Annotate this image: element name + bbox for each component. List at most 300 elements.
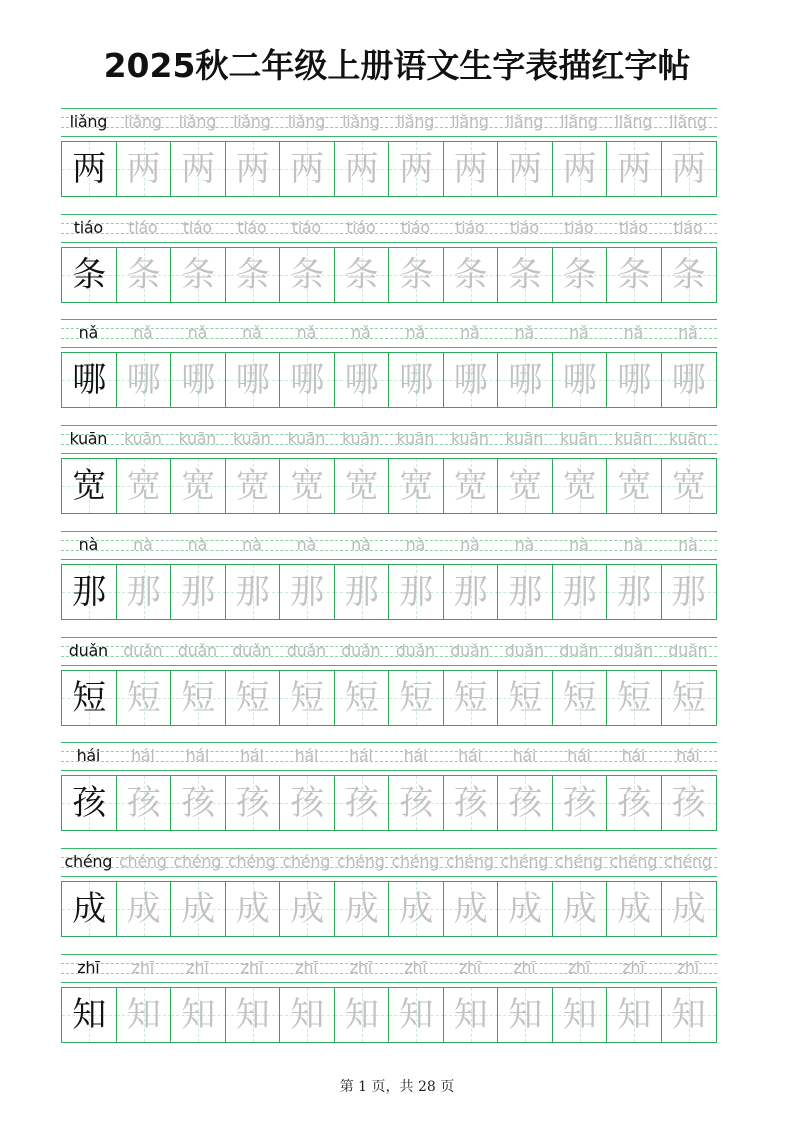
pinyin-trace: tiáo [128,217,158,237]
practice-cell[interactable] [62,671,117,725]
trace-character: 知 [181,994,216,1035]
practice-cell[interactable] [280,459,335,513]
trace-character: 哪 [126,360,161,401]
trace-character: 宽 [126,466,161,507]
practice-cell[interactable] [607,882,662,936]
trace-character: 短 [671,677,706,718]
tianzige-grid [61,352,717,408]
trace-character: 那 [508,571,543,612]
pinyin-trace: chéng [664,851,712,871]
tianzige-grid [61,564,717,620]
practice-cell[interactable] [553,248,608,302]
practice-cell[interactable] [280,248,335,302]
pinyin-trace: tiáo [237,217,267,237]
pinyin-trace: zhī [295,957,318,977]
pinyin-trace: hái [294,746,319,766]
pinyin-trace: tiáo [400,217,430,237]
practice-cell[interactable] [662,459,717,513]
trace-character: 哪 [453,360,488,401]
practice-cell[interactable] [62,988,117,1042]
practice-cell[interactable] [389,776,444,830]
trace-character: 短 [344,677,379,718]
pinyin-guide-line [61,848,717,849]
trace-character: 那 [671,571,706,612]
pinyin-trace: liǎng [505,112,544,131]
pinyin-trace: chéng [228,851,276,871]
practice-cell[interactable] [117,988,172,1042]
pinyin-trace: kuān [668,429,707,449]
model-character: 两 [72,149,107,189]
trace-character: 宽 [453,466,488,507]
practice-cell[interactable] [280,353,335,407]
trace-character: 那 [126,571,161,612]
pinyin-trace: liǎng [233,112,271,131]
trace-character: 孩 [181,783,216,824]
trace-character: 成 [399,888,434,929]
pinyin-trace: kuān [178,429,217,449]
pinyin-trace: hái [349,746,373,766]
practice-cell[interactable] [335,248,390,302]
practice-cell[interactable] [171,459,226,513]
pinyin-trace: nà [133,534,153,554]
practice-cell[interactable] [226,882,281,936]
trace-character: 孩 [235,783,270,824]
pinyin-model: hái [76,746,101,766]
pinyin-trace: nǎ [623,323,643,343]
pinyin-guide-line [61,665,717,666]
practice-cell[interactable] [553,142,608,196]
practice-cell[interactable] [607,459,662,513]
trace-character: 宽 [508,466,543,507]
practice-cell[interactable] [62,142,117,196]
trace-character: 成 [453,888,488,929]
trace-character: 短 [126,677,161,718]
trace-character: 知 [290,994,325,1035]
trace-character: 知 [235,994,270,1035]
model-character: 宽 [72,466,107,507]
trace-character: 成 [671,888,706,929]
practice-cell[interactable] [444,882,499,936]
pinyin-model: duǎn [68,640,108,660]
pinyin-trace: nǎ [460,323,480,343]
pinyin-band [61,425,717,453]
practice-cell[interactable] [389,671,444,725]
pinyin-trace: kuān [396,429,435,449]
practice-cell[interactable] [607,988,662,1042]
practice-cell[interactable] [62,459,117,513]
trace-character: 知 [671,994,706,1035]
practice-cell[interactable] [662,988,717,1042]
pinyin-trace: nà [514,534,534,554]
pinyin-trace: liǎng [669,112,707,131]
pinyin-trace: duǎn [286,640,326,660]
practice-cell[interactable] [226,776,281,830]
pinyin-trace: duǎn [450,640,490,660]
tianzige-grid [61,458,717,514]
trace-character: 哪 [181,360,216,401]
practice-cell[interactable] [553,565,608,619]
practice-cell[interactable] [335,353,390,407]
practice-cell[interactable] [117,353,172,407]
trace-character: 宽 [562,466,597,507]
pinyin-band [61,637,717,665]
pinyin-trace: liǎng [124,112,162,131]
practice-cell[interactable] [171,142,226,196]
practice-cell[interactable] [226,565,281,619]
practice-cell[interactable] [498,565,553,619]
trace-character: 那 [344,571,379,612]
pinyin-trace: duǎn [559,640,599,660]
model-character: 条 [72,254,107,295]
trace-character: 条 [671,254,706,295]
practice-cell[interactable] [280,882,335,936]
practice-cell[interactable] [444,671,499,725]
trace-character: 两 [508,149,543,189]
pinyin-trace: nǎ [133,323,153,343]
practice-cell[interactable] [498,248,553,302]
trace-character: 那 [617,571,652,612]
pinyin-trace: nǎ [405,323,425,343]
pinyin-trace: kuān [123,429,162,449]
pinyin-trace: hái [458,746,482,766]
practice-cell[interactable] [171,248,226,302]
pinyin-trace: zhī [186,957,209,977]
pinyin-trace: duǎn [341,640,381,660]
practice-cell[interactable] [553,459,608,513]
trace-character: 那 [453,571,488,612]
pinyin-model: liǎng [69,112,108,131]
trace-character: 条 [453,254,488,295]
pinyin-model: nǎ [78,323,98,343]
trace-character: 宽 [399,466,434,507]
trace-character: 孩 [562,783,597,824]
trace-character: 孩 [671,783,706,824]
pinyin-trace: nǎ [569,323,589,343]
model-character: 哪 [72,360,107,401]
practice-row [61,108,717,214]
trace-character: 条 [235,254,270,295]
trace-character: 短 [399,677,434,718]
practice-cell[interactable] [226,671,281,725]
pinyin-trace: chéng [337,851,385,871]
trace-character: 成 [235,888,270,929]
practice-cell[interactable] [117,776,172,830]
practice-cell[interactable] [280,671,335,725]
tianzige-grid [61,141,717,197]
practice-row [61,319,717,425]
practice-cell[interactable] [117,459,172,513]
pinyin-guide-line [61,637,717,638]
trace-character: 孩 [290,783,325,824]
practice-cell[interactable] [444,988,499,1042]
trace-character: 那 [562,571,597,612]
practice-cell[interactable] [607,353,662,407]
trace-character: 条 [290,254,325,295]
trace-character: 成 [181,888,216,929]
pinyin-trace: chéng [555,851,603,871]
trace-character: 宽 [235,466,270,507]
trace-character: 那 [399,571,434,612]
trace-character: 条 [508,254,543,295]
practice-cell[interactable] [171,353,226,407]
model-character: 短 [72,677,107,718]
pinyin-trace: zhī [240,957,263,977]
pinyin-trace: hái [185,746,210,766]
tianzige-grid [61,775,717,831]
pinyin-guide-line [61,559,717,560]
pinyin-trace: kuān [505,429,544,449]
pinyin-trace: liǎng [451,112,489,131]
trace-character: 孩 [344,783,379,824]
trace-character: 宽 [181,466,216,507]
pinyin-trace: kuān [341,429,380,449]
pinyin-trace: chéng [282,851,331,871]
pinyin-trace: liǎng [287,112,326,131]
practice-cell[interactable] [335,671,390,725]
pinyin-trace: kuān [614,429,653,449]
pinyin-trace: nà [569,534,589,554]
trace-character: 孩 [508,783,543,824]
practice-cell[interactable] [444,248,499,302]
practice-cell[interactable] [171,776,226,830]
tianzige-grid [61,670,717,726]
pinyin-trace: nà [187,534,207,554]
pinyin-model: tiáo [73,217,103,237]
trace-character: 哪 [617,360,652,401]
practice-cell[interactable] [498,353,553,407]
practice-cell[interactable] [389,882,444,936]
practice-cell[interactable] [553,776,608,830]
practice-cell[interactable] [62,776,117,830]
trace-character: 两 [181,149,216,189]
practice-cell[interactable] [171,671,226,725]
pinyin-trace: kuān [287,429,326,449]
trace-character: 知 [453,994,488,1035]
practice-cell[interactable] [553,988,608,1042]
pinyin-trace: duǎn [232,640,272,660]
practice-cell[interactable] [117,142,172,196]
pinyin-guide-line [61,453,717,454]
trace-character: 成 [617,888,652,929]
practice-cell[interactable] [553,353,608,407]
pinyin-trace: duǎn [177,640,217,660]
trace-character: 两 [617,149,652,189]
practice-cell[interactable] [662,142,717,196]
pinyin-guide-line [61,319,717,320]
pinyin-trace: zhī [131,957,154,977]
pinyin-trace: nǎ [296,323,316,343]
practice-cell[interactable] [553,671,608,725]
pinyin-band [61,742,717,770]
pinyin-model: kuān [69,429,108,449]
trace-character: 成 [344,888,379,929]
pinyin-band [61,954,717,982]
practice-cell[interactable] [444,353,499,407]
practice-cell[interactable] [226,142,281,196]
practice-cell[interactable] [444,565,499,619]
model-character: 孩 [72,783,107,824]
practice-cell[interactable] [280,565,335,619]
pinyin-model: zhī [77,957,100,977]
trace-character: 两 [126,149,161,189]
pinyin-trace: chéng [446,851,494,871]
trace-character: 两 [562,149,597,189]
pinyin-model: chéng [64,851,113,871]
pinyin-guide-line [61,347,717,348]
practice-cell[interactable] [444,776,499,830]
tianzige-grid [61,881,717,937]
trace-character: 宽 [344,466,379,507]
trace-character: 短 [562,677,597,718]
pinyin-trace: tiáo [455,217,485,237]
trace-character: 哪 [671,360,706,401]
pinyin-trace: hái [512,746,537,766]
practice-cell[interactable] [62,882,117,936]
practice-cell[interactable] [498,671,553,725]
trace-character: 短 [290,677,325,718]
practice-cell[interactable] [389,459,444,513]
trace-character: 那 [181,571,216,612]
practice-row [61,954,717,1060]
practice-row [61,742,717,848]
practice-cell[interactable] [389,142,444,196]
practice-cell[interactable] [62,248,117,302]
practice-cell[interactable] [335,988,390,1042]
practice-cell[interactable] [498,776,553,830]
trace-character: 短 [235,677,270,718]
practice-cell[interactable] [226,248,281,302]
tianzige-grid [61,247,717,303]
practice-cell[interactable] [226,353,281,407]
practice-row [61,637,717,743]
trace-character: 哪 [344,360,379,401]
trace-character: 宽 [290,466,325,507]
practice-cell[interactable] [607,776,662,830]
pinyin-band [61,531,717,559]
trace-character: 条 [181,254,216,295]
practice-cell[interactable] [553,882,608,936]
practice-cell[interactable] [226,988,281,1042]
pinyin-trace: nǎ [187,323,207,343]
practice-cell[interactable] [335,459,390,513]
practice-cell[interactable] [498,882,553,936]
pinyin-band [61,848,717,876]
practice-cell[interactable] [280,988,335,1042]
practice-cell[interactable] [444,142,499,196]
practice-cell[interactable] [335,565,390,619]
practice-cell[interactable] [62,565,117,619]
practice-cell[interactable] [62,353,117,407]
pinyin-trace: duǎn [613,640,653,660]
practice-cell[interactable] [171,988,226,1042]
practice-cell[interactable] [117,671,172,725]
practice-cell[interactable] [389,565,444,619]
page-title: 2025秋二年级上册语文生字表描红字帖 [103,46,691,85]
trace-character: 知 [126,994,161,1035]
pinyin-guide-line [61,136,717,137]
pinyin-trace: hái [240,746,264,766]
trace-character: 短 [508,677,543,718]
trace-character: 哪 [508,360,543,401]
practice-cell[interactable] [335,142,390,196]
pinyin-trace: hái [621,746,646,766]
pinyin-trace: liǎng [614,112,653,131]
pinyin-trace: nà [351,534,371,554]
pinyin-trace: chéng [173,851,222,871]
pinyin-trace: nà [242,534,262,554]
practice-cell[interactable] [607,142,662,196]
practice-cell[interactable] [607,565,662,619]
trace-character: 条 [126,254,161,295]
pinyin-band [61,319,717,347]
pinyin-trace: nà [296,534,316,554]
practice-cell[interactable] [389,988,444,1042]
pinyin-trace: tiáo [618,217,648,237]
pinyin-trace: tiáo [564,217,594,237]
trace-character: 条 [399,254,434,295]
practice-cell[interactable] [389,353,444,407]
practice-cell[interactable] [662,353,717,407]
practice-cell[interactable] [171,565,226,619]
pinyin-trace: hái [403,746,428,766]
practice-cell[interactable] [280,776,335,830]
practice-cell[interactable] [662,882,717,936]
practice-cell[interactable] [117,248,172,302]
practice-cell[interactable] [444,459,499,513]
trace-character: 知 [344,994,379,1035]
pinyin-trace: tiáo [182,217,212,237]
practice-cell[interactable] [662,248,717,302]
pinyin-guide-line [61,876,717,877]
practice-cell[interactable] [117,882,172,936]
trace-character: 两 [344,149,379,189]
pinyin-trace: liǎng [178,112,217,131]
pinyin-trace: hái [131,746,155,766]
practice-cell[interactable] [389,248,444,302]
pinyin-trace: zhī [349,957,372,977]
practice-cell[interactable] [171,882,226,936]
practice-cell[interactable] [662,565,717,619]
practice-cell[interactable] [662,776,717,830]
pinyin-trace: duǎn [123,640,163,660]
pinyin-trace: zhī [622,957,645,977]
trace-character: 条 [562,254,597,295]
practice-row [61,214,717,320]
practice-cell[interactable] [335,882,390,936]
pinyin-trace: nà [460,534,480,554]
pinyin-trace: kuān [450,429,489,449]
pinyin-trace: nà [623,534,643,554]
practice-cell[interactable] [335,776,390,830]
trace-character: 成 [562,888,597,929]
practice-cell[interactable] [226,459,281,513]
practice-cell[interactable] [662,671,717,725]
practice-cell[interactable] [280,142,335,196]
trace-character: 哪 [562,360,597,401]
practice-cell[interactable] [117,565,172,619]
pinyin-trace: liǎng [342,112,380,131]
pinyin-trace: zhī [458,957,481,977]
trace-character: 知 [399,994,434,1035]
practice-cell[interactable] [498,988,553,1042]
trace-character: 条 [344,254,379,295]
practice-cell[interactable] [498,459,553,513]
practice-cell[interactable] [498,142,553,196]
practice-cell[interactable] [607,671,662,725]
trace-character: 知 [617,994,652,1035]
practice-cell[interactable] [607,248,662,302]
trace-character: 短 [617,677,652,718]
